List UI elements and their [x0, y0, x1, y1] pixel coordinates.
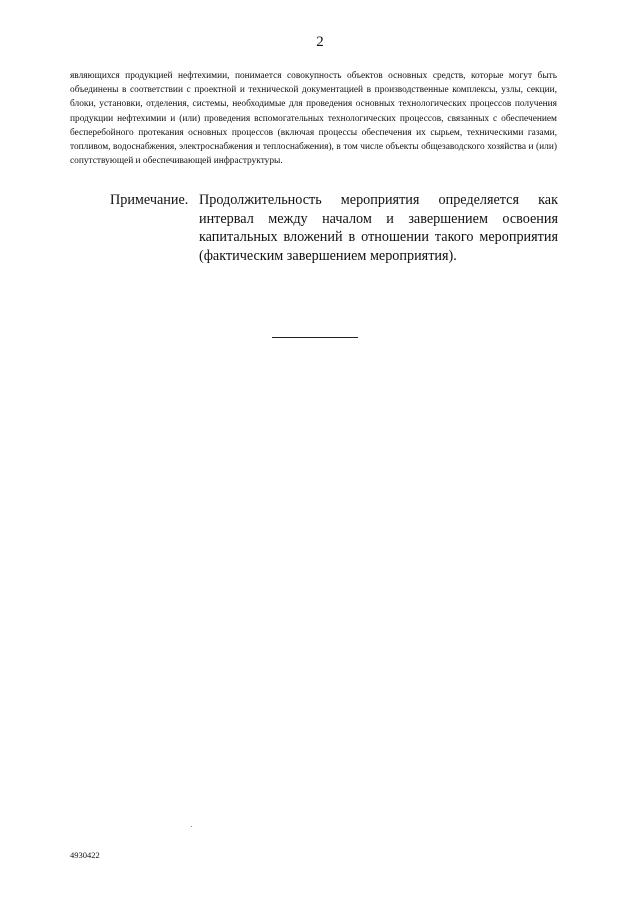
- note-text: Продолжительность мероприятия определяется как интервал между началом и завершением освоения капитальных вложений в отношении такого мероприятия (фактическим завершением мероприятия).: [199, 192, 558, 264]
- note-label: Примечание.: [110, 192, 189, 208]
- note-block: [110, 191, 558, 265]
- footnote-text: являющихся продукцией нефтехимии, понимается совокупность объектов основных средств, которые могут быть объединены в соответствии с проектной и технической документацией в производственные комплексы, узлы, секции, блоки, установки, отделения, системы, необходимые для проведения основных технологических процессов получения продукции нефтехимии и (или) проведения вспомогательных технологических процессов, связанных с обеспечением бесперебойного протекания основных процессов (включая процессы обеспечения их сырьем, техническими газами, топливом, водоснабжения, электроснабжения и теплоснабжения), в том числе объекты общезаводского хозяйства и (или) сопутствующей и обеспечивающей инфраструктуры.: [70, 71, 557, 167]
- page-number: 2: [316, 34, 324, 50]
- document-code: 4930422: [70, 850, 100, 860]
- scan-dot: [191, 826, 192, 827]
- end-separator-line: [272, 337, 358, 338]
